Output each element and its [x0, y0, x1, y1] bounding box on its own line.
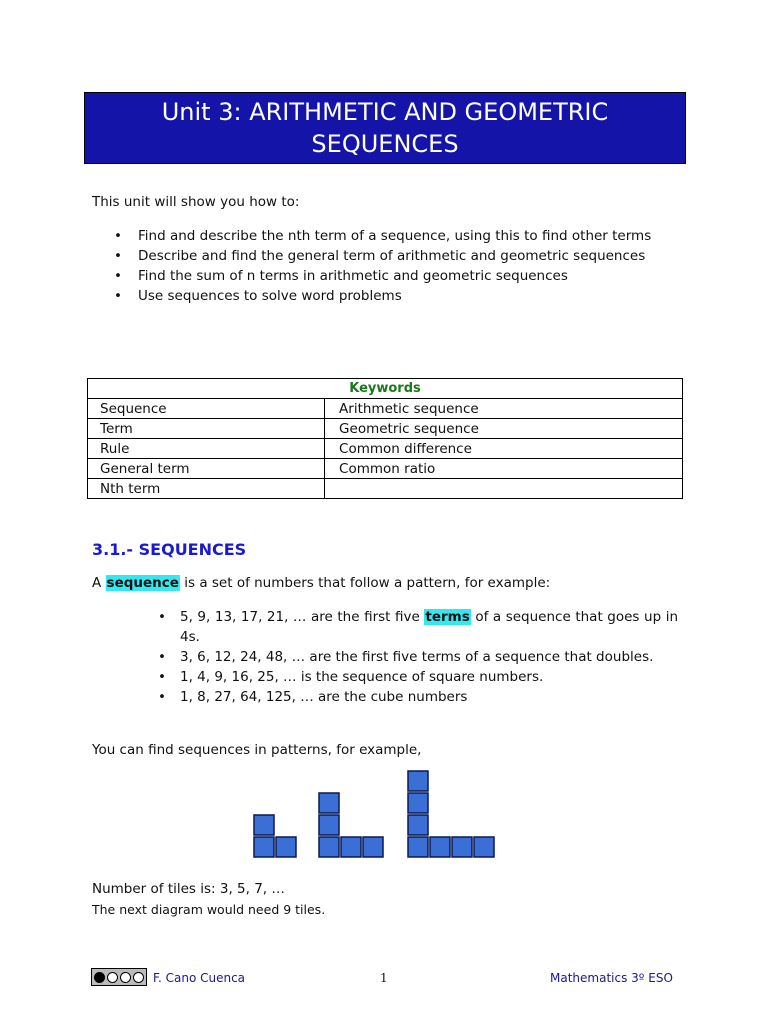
keyword-cell: Rule — [88, 439, 325, 459]
keyword-cell: Term — [88, 419, 325, 439]
tile-square — [341, 837, 361, 857]
next-diagram-text: The next diagram would need 9 tiles. — [92, 902, 326, 917]
example-item: • 1, 8, 27, 64, 125, … are the cube numbers — [158, 687, 678, 707]
objective-item: • Find and describe the nth term of a sequence, using this to find other terms — [108, 226, 678, 246]
tile-square — [452, 837, 472, 857]
tile-square — [319, 837, 339, 857]
keyword-cell: Common difference — [325, 439, 683, 459]
keywords-header: Keywords — [88, 379, 683, 399]
tile-square — [254, 837, 274, 857]
objectives-list — [108, 226, 678, 306]
tile-square — [363, 837, 383, 857]
highlight-sequence: sequence — [106, 575, 179, 591]
sequence-definition — [92, 575, 550, 591]
page-number: 1 — [380, 971, 388, 985]
unit-title-line1: Unit 3: ARITHMETIC AND GEOMETRIC — [161, 98, 609, 126]
tile-square — [474, 837, 494, 857]
table-row — [88, 459, 683, 479]
example-text: 5, 9, 13, 17, 21, … are the first five — [180, 609, 420, 625]
table-row — [88, 479, 683, 499]
page-footer — [0, 965, 768, 995]
examples-list — [158, 607, 678, 707]
intro-text: This unit will show you how to: — [92, 194, 300, 210]
section-heading: 3.1.- SEQUENCES — [92, 540, 247, 559]
example-text: of a sequence that goes up in 4s. — [180, 609, 679, 645]
patterns-text: You can find sequences in patterns, for example, — [92, 742, 422, 758]
example-item: • 1, 4, 9, 16, 25, … is the sequence of square numbers. — [158, 667, 678, 687]
tile-square — [408, 815, 428, 835]
keyword-cell: Sequence — [88, 399, 325, 419]
objective-item: • Describe and find the general term of arithmetic and geometric sequences — [108, 246, 678, 266]
tile-square — [276, 837, 296, 857]
table-row — [88, 399, 683, 419]
keyword-cell: Arithmetic sequence — [325, 399, 683, 419]
highlight-terms: terms — [425, 609, 470, 625]
tile-square — [408, 793, 428, 813]
tile-square — [430, 837, 450, 857]
creative-commons-icon — [91, 968, 147, 986]
table-row — [88, 439, 683, 459]
objective-item: • Use sequences to solve word problems — [108, 286, 678, 306]
tile-square — [408, 837, 428, 857]
keyword-cell: Common ratio — [325, 459, 683, 479]
tile-square — [319, 793, 339, 813]
keywords-table — [87, 378, 683, 499]
footer-author: F. Cano Cuenca — [153, 971, 246, 985]
tile-square — [254, 815, 274, 835]
tile-square — [408, 771, 428, 791]
definition-suffix: is a set of numbers that follow a pattern, for example: — [184, 575, 551, 591]
table-row — [88, 419, 683, 439]
definition-prefix: A — [92, 575, 102, 591]
keyword-cell: General term — [88, 459, 325, 479]
keyword-cell: Nth term — [88, 479, 325, 499]
keyword-cell: Geometric sequence — [325, 419, 683, 439]
tiles-count-text: Number of tiles is: 3, 5, 7, … — [92, 881, 285, 897]
unit-title-line2: SEQUENCES — [311, 130, 459, 158]
objective-item: • Find the sum of n terms in arithmetic and geometric sequences — [108, 266, 678, 286]
unit-title-banner — [84, 92, 686, 164]
keyword-cell — [325, 479, 683, 499]
footer-course: Mathematics 3º ESO — [550, 971, 673, 985]
tile-square — [319, 815, 339, 835]
example-item: • 3, 6, 12, 24, 48, … are the first five terms of a sequence that doubles. — [158, 647, 678, 667]
example-item — [158, 607, 678, 647]
